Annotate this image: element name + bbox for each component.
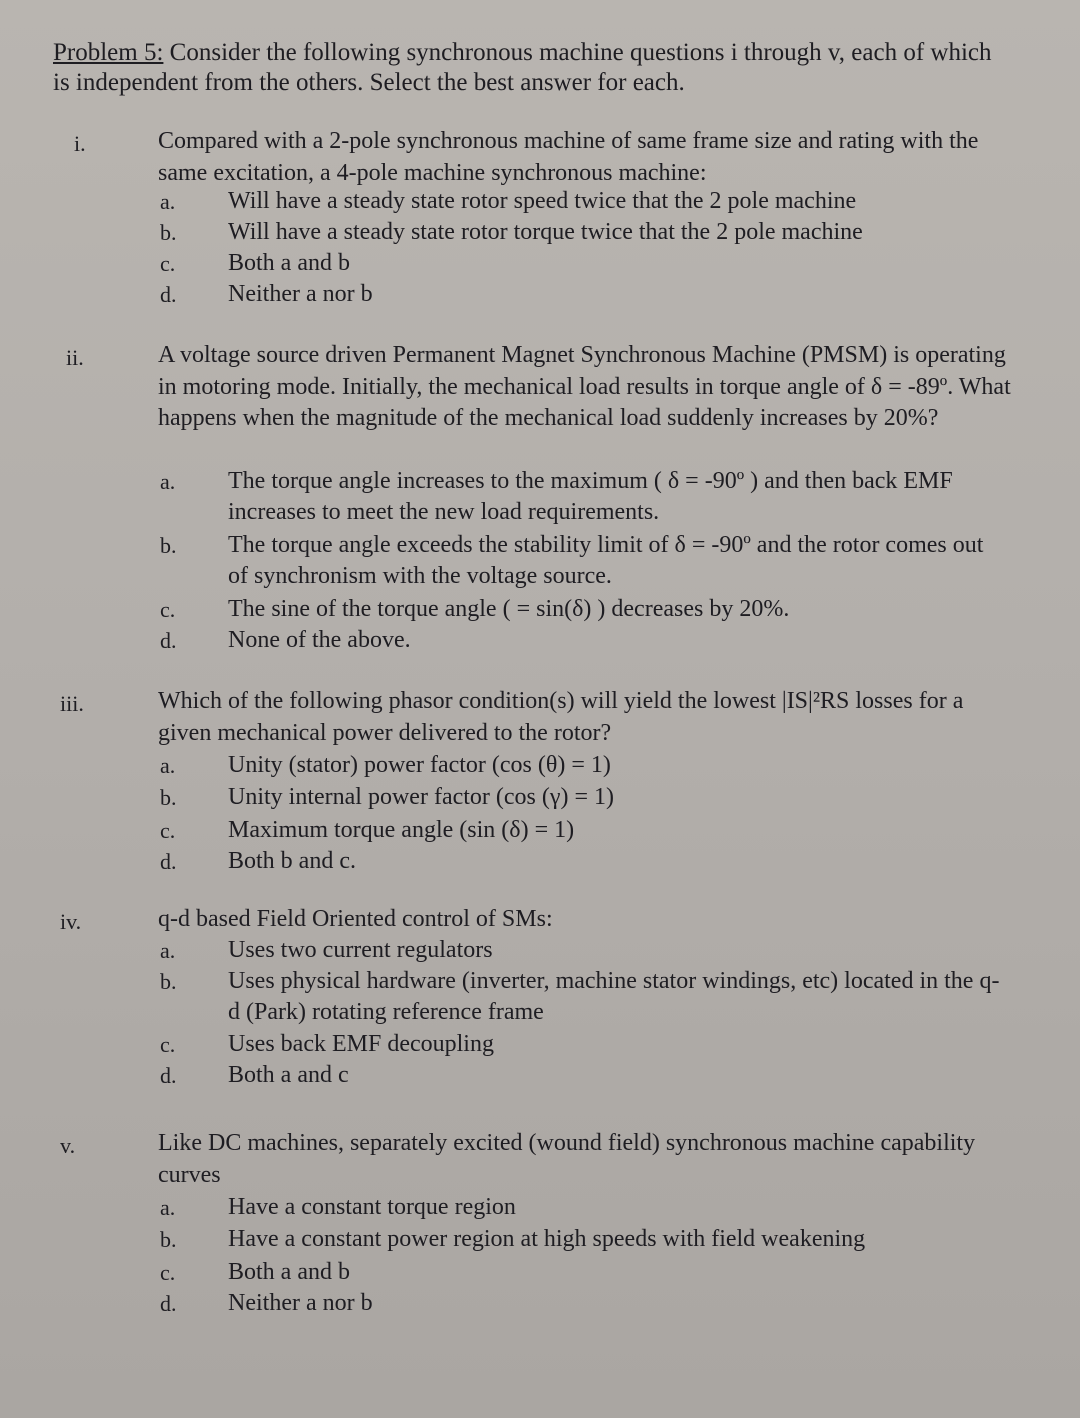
question-stem: Like DC machines, separately excited (wound field) synchronous machine capability curves [158, 1130, 976, 1188]
problem-intro: Consider the following synchronous machine questions i through v, each of which is independent from the others. Select the best answer for each. [53, 39, 992, 96]
option-letter: c. [160, 597, 176, 622]
option-text: Have a constant torque region [228, 1194, 516, 1220]
option-letter: b. [160, 220, 177, 245]
option-letter: d. [160, 849, 177, 874]
option-text: None of the above. [228, 627, 411, 653]
option-letter: d. [160, 282, 177, 307]
option-letter: b. [160, 785, 177, 810]
problem-label: Problem 5: [53, 39, 164, 66]
option-text: Uses back EMF decoupling [228, 1031, 494, 1057]
question-number: iii. [60, 691, 84, 716]
option-text: Will have a steady state rotor torque twice that the 2 pole machine [228, 219, 863, 245]
question-stem: q-d based Field Oriented control of SMs: [158, 906, 553, 932]
option-letter: c. [160, 1260, 176, 1285]
option-text: Unity (stator) power factor (cos (θ) = 1) [228, 752, 611, 778]
option-text: Both a and c [228, 1062, 349, 1088]
question-stem: A voltage source driven Permanent Magnet Synchronous Machine (PMSM) is operating in motoring mode. Initially, the mechanical load results in torque angle of δ = -89º. What happens when the magnitude of the mechanical load suddenly increases by 20%? [158, 342, 1011, 431]
option-text: The sine of the torque angle ( = sin(δ) ) decreases by 20%. [228, 596, 790, 622]
question-stem: Which of the following phasor condition(s) will yield the lowest |IS|²RS losses for a given mechanical power delivered to the rotor? [158, 688, 964, 746]
question-number: ii. [66, 345, 84, 370]
option-text: Maximum torque angle (sin (δ) = 1) [228, 817, 575, 843]
question-number: i. [74, 131, 86, 156]
option-letter: c. [160, 251, 176, 276]
option-text: The torque angle exceeds the stability limit of δ = -90º and the rotor comes out of synchronism with the voltage source. [228, 532, 984, 589]
option-letter: a. [160, 189, 176, 214]
option-text: Both a and b [228, 250, 350, 276]
option-text: Will have a steady state rotor speed twice that the 2 pole machine [228, 188, 857, 214]
option-text: Both b and c. [228, 848, 356, 874]
option-text: Uses two current regulators [228, 937, 493, 963]
option-text: Neither a nor b [228, 1290, 373, 1316]
option-letter: b. [160, 1227, 177, 1252]
option-text: Neither a nor b [228, 281, 373, 307]
option-letter: a. [160, 1195, 176, 1220]
problem-header [53, 38, 1013, 98]
option-letter: c. [160, 1032, 176, 1057]
option-letter: a. [160, 753, 176, 778]
option-letter: b. [160, 969, 177, 994]
option-text: Unity internal power factor (cos (γ) = 1) [228, 784, 615, 810]
option-letter: d. [160, 1063, 177, 1088]
question-stem: Compared with a 2-pole synchronous machine of same frame size and rating with the same excitation, a 4-pole machine synchronous machine: [158, 128, 979, 186]
option-letter: b. [160, 533, 177, 558]
option-text: The torque angle increases to the maximum ( δ = -90º ) and then back EMF increases to meet the new load requirements. [228, 468, 953, 525]
option-letter: a. [160, 469, 176, 494]
option-letter: d. [160, 1291, 177, 1316]
option-text: Have a constant power region at high speeds with field weakening [228, 1226, 866, 1252]
option-letter: a. [160, 938, 176, 963]
question-number: iv. [60, 909, 82, 934]
option-text: Uses physical hardware (inverter, machine stator windings, etc) located in the q-d (Park) rotating reference frame [228, 968, 1000, 1025]
question-number: v. [60, 1133, 76, 1158]
option-text: Both a and b [228, 1259, 350, 1285]
option-letter: d. [160, 628, 177, 653]
option-letter: c. [160, 818, 176, 843]
